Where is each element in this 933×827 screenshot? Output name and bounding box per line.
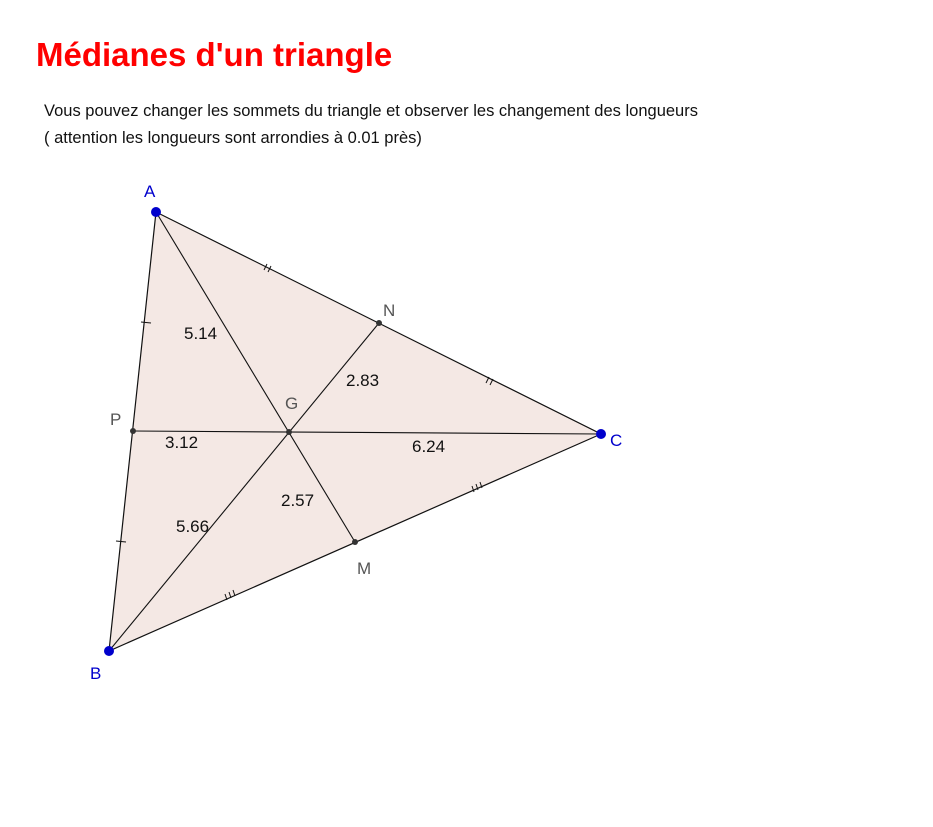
length-gm: 2.57 (281, 491, 315, 510)
point-p[interactable] (130, 428, 136, 434)
length-gn: 2.83 (346, 371, 380, 390)
label-c: C (610, 431, 623, 450)
label-p: P (110, 410, 122, 429)
label-n: N (383, 301, 396, 320)
label-m: M (357, 559, 372, 578)
page-title: Médianes d'un triangle (36, 36, 393, 73)
length-ag: 5.14 (184, 324, 218, 343)
label-b: B (90, 664, 102, 683)
vertex-a[interactable] (151, 207, 161, 217)
vertex-b[interactable] (104, 646, 114, 656)
point-n[interactable] (376, 320, 382, 326)
length-gc: 6.24 (412, 437, 446, 456)
point-m[interactable] (352, 539, 358, 545)
length-pg: 3.12 (165, 433, 199, 452)
length-bg: 5.66 (176, 517, 210, 536)
instructions-line-1: Vous pouvez changer les sommets du triangle et observer les changement des longueurs (44, 102, 698, 120)
label-a: A (144, 182, 156, 201)
point-g[interactable] (286, 429, 292, 435)
instructions-line-2: ( attention les longueurs sont arrondies à 0.01 près) (44, 129, 422, 147)
vertex-c[interactable] (596, 429, 606, 439)
label-g: G (285, 394, 299, 413)
